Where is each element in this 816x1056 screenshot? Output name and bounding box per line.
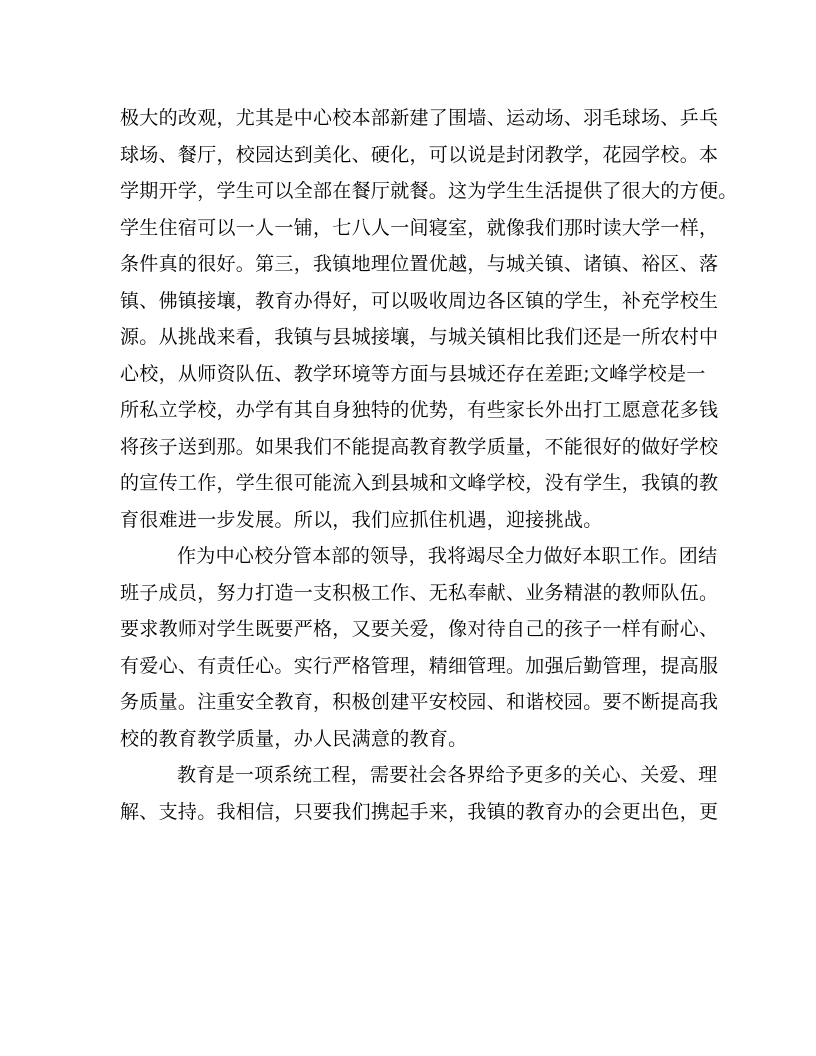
text-line-13: 作为中心校分管本部的领导，我将竭尽全力做好本职工作。团结 (177, 545, 718, 567)
text-line-7: 源。从挑战来看，我镇与县城接壤，与城关镇相比我们还是一所农村中 (120, 326, 719, 348)
text-line-3: 学期开学，学生可以全部在餐厅就餐。这为学生生活提供了很大的方便。 (120, 180, 738, 202)
text-line-8: 心校，从师资队伍、教学环境等方面与县城还存在差距;文峰学校是一 (120, 362, 706, 385)
text-line-1: 极大的改观，尤其是中心校本部新建了围墙、运动场、羽毛球场、乒乓 (120, 107, 719, 129)
body-text (120, 100, 738, 830)
text-line-2: 球场、餐厅，校园达到美化、硬化，可以说是封闭教学，花园学校。本 (120, 143, 719, 166)
text-line-14: 班子成员，努力打造一支积极工作、无私奉献、业务精湛的教师队伍。 (120, 581, 719, 604)
text-line-6: 镇、佛镇接壤，教育办得好，可以吸收周边各区镇的学生，补充学校生 (120, 289, 719, 312)
text-line-15: 要求教师对学生既要严格，又要关爱，像对待自己的孩子一样有耐心、 (120, 618, 719, 640)
text-line-16: 有爱心、有责任心。实行严格管理，精细管理。加强后勤管理，提高服 (120, 654, 719, 677)
text-line-9: 所私立学校，办学有其自身独特的优势，有些家长外出打工愿意花多钱 (120, 399, 719, 421)
text-line-10: 将孩子送到那。如果我们不能提高教育教学质量，不能很好的做好学校 (120, 435, 719, 458)
text-line-4: 学生住宿可以一人一铺，七八人一间寝室，就像我们那时读大学一样， (120, 216, 719, 239)
text-line-5: 条件真的很好。第三，我镇地理位置优越，与城关镇、诸镇、裕区、落 (120, 253, 719, 275)
text-line-19: 教育是一项系统工程，需要社会各界给予更多的关心、关爱、理 (177, 764, 718, 786)
text-line-18: 校的教育教学质量，办人民满意的教育。 (120, 727, 468, 750)
text-line-11: 的宣传工作，学生很可能流入到县城和文峰学校，没有学生，我镇的教 (120, 472, 719, 494)
text-line-17: 务质量。注重安全教育，积极创建平安校园、和谐校园。要不断提高我 (120, 691, 719, 713)
text-line-12: 育很难进一步发展。所以，我们应抓住机遇，迎接挑战。 (120, 508, 603, 531)
text-line-20: 解、支持。我相信，只要我们携起手来，我镇的教育办的会更出色，更 (120, 800, 719, 823)
